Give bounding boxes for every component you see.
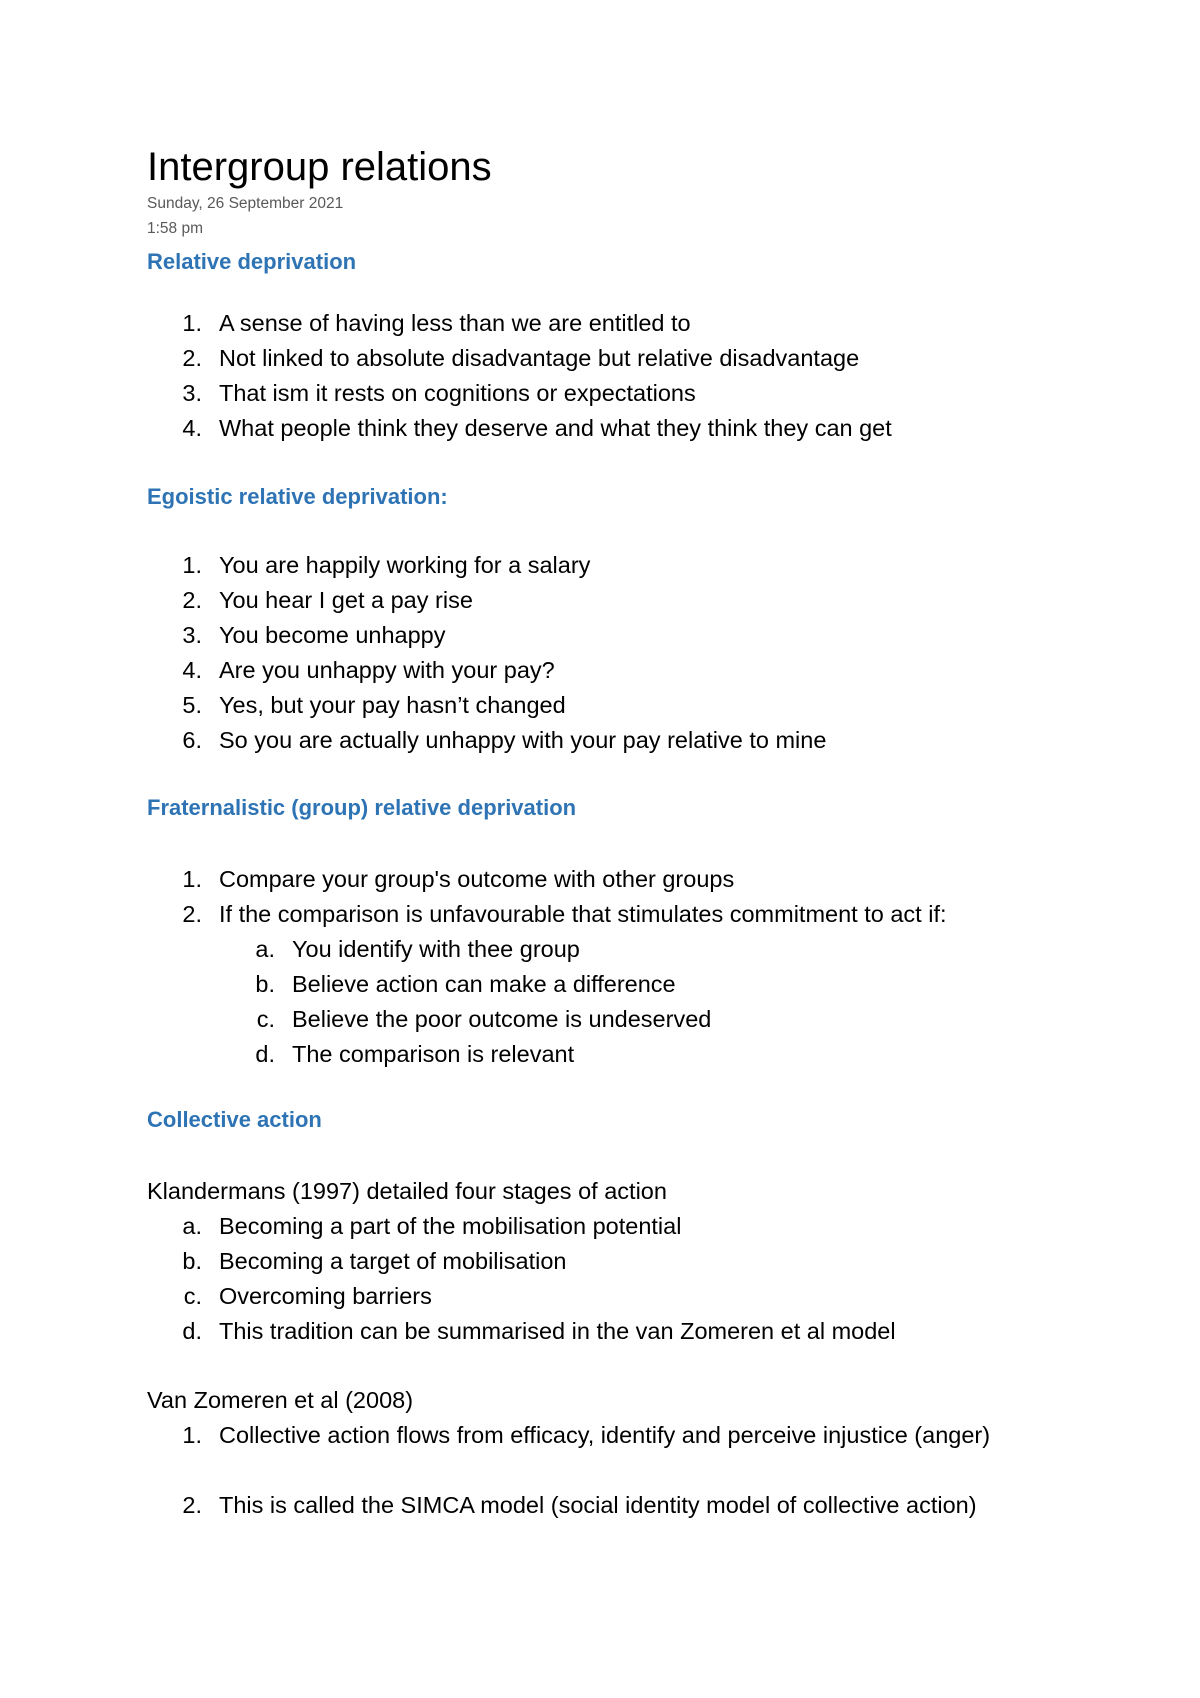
fraternalistic-list xyxy=(0,864,1200,1074)
klandermans-intro: Klandermans (1997) detailed four stages of action xyxy=(147,1178,667,1204)
list-item xyxy=(0,1211,1200,1246)
page-title: Intergroup relations xyxy=(147,145,492,189)
list-item xyxy=(0,1316,1200,1351)
list-text: Not linked to absolute disadvantage but relative disadvantage xyxy=(219,345,860,371)
list-item xyxy=(0,550,1200,585)
list-subitem xyxy=(0,969,1200,1004)
list-item xyxy=(0,725,1200,760)
list-item xyxy=(0,378,1200,413)
list-letter: a. xyxy=(182,1213,202,1239)
list-item xyxy=(0,655,1200,690)
list-number: 1. xyxy=(182,552,202,578)
list-item xyxy=(0,864,1200,899)
heading-fraternalistic-relative-deprivation: Fraternalistic (group) relative deprivation xyxy=(147,795,577,820)
list-text: Believe the poor outcome is undeserved xyxy=(292,1006,712,1032)
list-item xyxy=(0,1281,1200,1316)
list-text: You are happily working for a salary xyxy=(219,552,591,578)
list-number: 3. xyxy=(182,622,202,648)
list-text: You identify with thee group xyxy=(292,936,580,962)
list-number: 2. xyxy=(182,587,202,613)
list-text: A sense of having less than we are entitled to xyxy=(219,310,691,336)
list-number: 5. xyxy=(182,692,202,718)
van-zomeren-list xyxy=(0,1420,1200,1525)
list-number: 2. xyxy=(182,901,202,927)
heading-relative-deprivation: Relative deprivation xyxy=(147,249,357,274)
list-text: This tradition can be summarised in the van Zomeren et al model xyxy=(219,1318,896,1344)
list-text: This is called the SIMCA model (social identity model of collective action) xyxy=(219,1492,977,1518)
list-number: 1. xyxy=(182,310,202,336)
list-letter: d. xyxy=(182,1318,202,1344)
list-text: That ism it rests on cognitions or expectations xyxy=(219,380,696,406)
list-subitem xyxy=(0,934,1200,969)
list-text: The comparison is relevant xyxy=(292,1041,575,1067)
heading-collective-action: Collective action xyxy=(147,1107,322,1132)
list-item xyxy=(0,585,1200,620)
page-date: Sunday, 26 September 2021 xyxy=(147,195,344,212)
list-item xyxy=(0,620,1200,655)
list-number: 6. xyxy=(182,727,202,753)
egoistic-list xyxy=(0,550,1200,760)
list-text: You become unhappy xyxy=(219,622,446,648)
list-number: 4. xyxy=(182,415,202,441)
list-text: Believe action can make a difference xyxy=(292,971,676,997)
list-item xyxy=(0,343,1200,378)
list-text: You hear I get a pay rise xyxy=(219,587,473,613)
list-subitem xyxy=(0,1004,1200,1039)
list-letter: b. xyxy=(182,1248,202,1274)
list-item xyxy=(0,1420,1200,1490)
list-letter: c. xyxy=(183,1283,202,1309)
list-item xyxy=(0,413,1200,448)
list-text: Compare your group's outcome with other groups xyxy=(219,866,735,892)
list-letter: b. xyxy=(255,971,275,997)
list-subitem xyxy=(0,1039,1200,1074)
relative-deprivation-list xyxy=(0,308,1200,448)
list-item xyxy=(0,1246,1200,1281)
heading-egoistic-relative-deprivation: Egoistic relative deprivation: xyxy=(147,484,448,509)
list-item xyxy=(0,1490,1200,1525)
list-letter: d. xyxy=(255,1041,275,1067)
van-zomeren-intro: Van Zomeren et al (2008) xyxy=(147,1387,414,1413)
list-number: 4. xyxy=(182,657,202,683)
list-number: 2. xyxy=(182,345,202,371)
list-item xyxy=(0,899,1200,934)
list-text: Becoming a part of the mobilisation potential xyxy=(219,1213,682,1239)
list-letter: c. xyxy=(256,1006,275,1032)
list-text: What people think they deserve and what they think they can get xyxy=(219,415,892,441)
list-number: 2. xyxy=(182,1492,202,1518)
list-text: If the comparison is unfavourable that stimulates commitment to act if: xyxy=(219,901,947,927)
list-text: Becoming a target of mobilisation xyxy=(219,1248,567,1274)
list-number: 3. xyxy=(182,380,202,406)
list-text: Overcoming barriers xyxy=(219,1283,432,1309)
list-letter: a. xyxy=(255,936,275,962)
list-item xyxy=(0,308,1200,343)
list-item xyxy=(0,690,1200,725)
klandermans-list xyxy=(0,1211,1200,1351)
list-text: Collective action flows from efficacy, identify and perceive injustice (anger) xyxy=(219,1422,991,1448)
page-time: 1:58 pm xyxy=(147,220,204,237)
list-number: 1. xyxy=(182,1422,202,1448)
list-number: 1. xyxy=(182,866,202,892)
list-text: So you are actually unhappy with your pay relative to mine xyxy=(219,727,827,753)
list-text: Are you unhappy with your pay? xyxy=(219,657,555,683)
list-text: Yes, but your pay hasn’t changed xyxy=(219,692,566,718)
